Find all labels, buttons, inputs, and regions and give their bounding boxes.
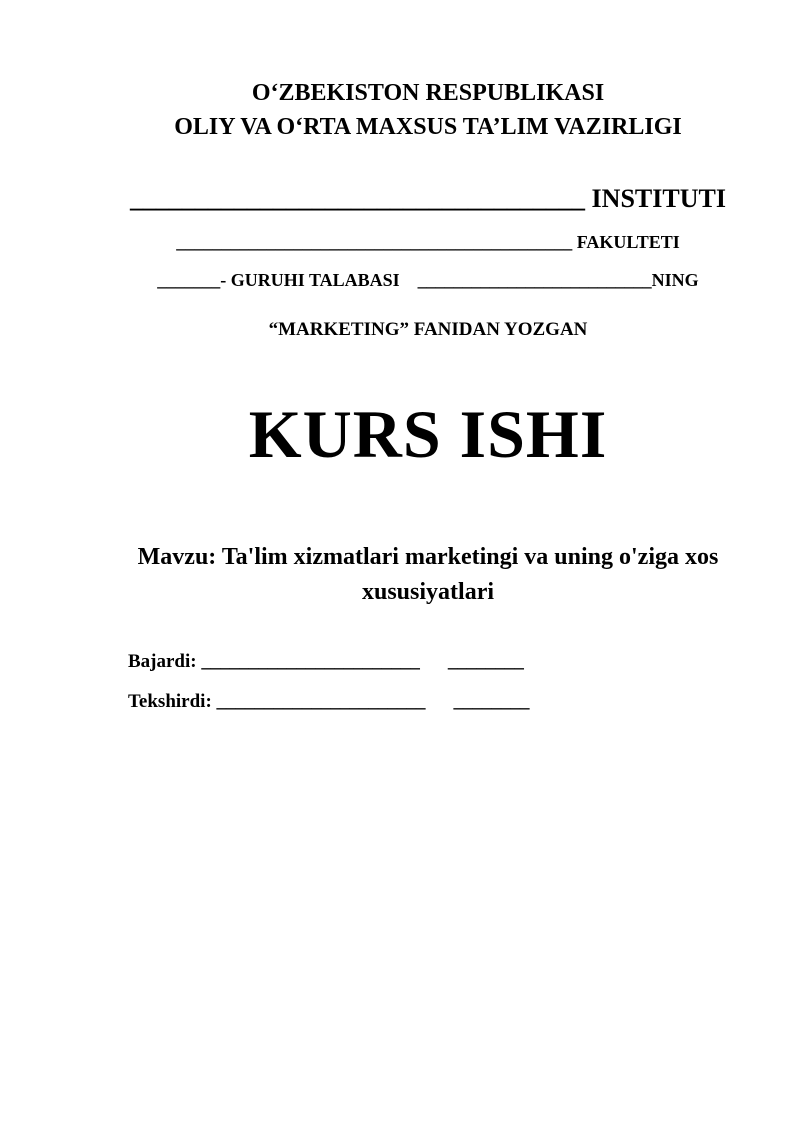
- page-title: KURS ISHI: [248, 396, 608, 472]
- topic-block: [128, 540, 728, 610]
- performed-by-blank: _______________________: [201, 651, 420, 672]
- checked-by-date-blank: ________: [453, 691, 530, 712]
- institute-line: [128, 184, 728, 214]
- performed-by-date-blank: ________: [447, 651, 524, 672]
- topic-line-1: Mavzu: Ta'lim xizmatlari marketingi va uning o'ziga xos: [137, 544, 719, 570]
- group-blank: _______: [157, 270, 221, 290]
- ministry-line-1: O‘ZBEKISTON RESPUBLIKASI: [251, 80, 605, 106]
- performed-by-label: Bajardi:: [128, 651, 197, 672]
- group-line: [128, 268, 728, 292]
- group-suffix: NING: [651, 270, 699, 290]
- faculty-label: FAKULTETI: [576, 232, 680, 252]
- institute-blank: ___________________________________: [130, 184, 586, 213]
- checked-by-label: Tekshirdi:: [128, 691, 212, 712]
- signature-block: [128, 650, 728, 714]
- ministry-header: [128, 76, 728, 144]
- faculty-line: [128, 230, 728, 254]
- topic-line-2: xususiyatlari: [361, 579, 495, 605]
- checked-by-blank: ______________________: [216, 691, 426, 712]
- checked-by-line: [128, 690, 728, 714]
- faculty-blank: ____________________________________________: [176, 232, 573, 252]
- student-name-blank: __________________________: [417, 270, 652, 290]
- institute-label: INSTITUTI: [591, 184, 726, 213]
- ministry-line-2: OLIY VA O‘RTA MAXSUS TA’LIM VAZIRLIGI: [174, 114, 682, 140]
- group-label: - GURUHI TALABASI: [220, 270, 400, 290]
- performed-by-line: [128, 650, 728, 674]
- subject-line: “MARKETING” FANIDAN YOZGAN: [268, 319, 588, 340]
